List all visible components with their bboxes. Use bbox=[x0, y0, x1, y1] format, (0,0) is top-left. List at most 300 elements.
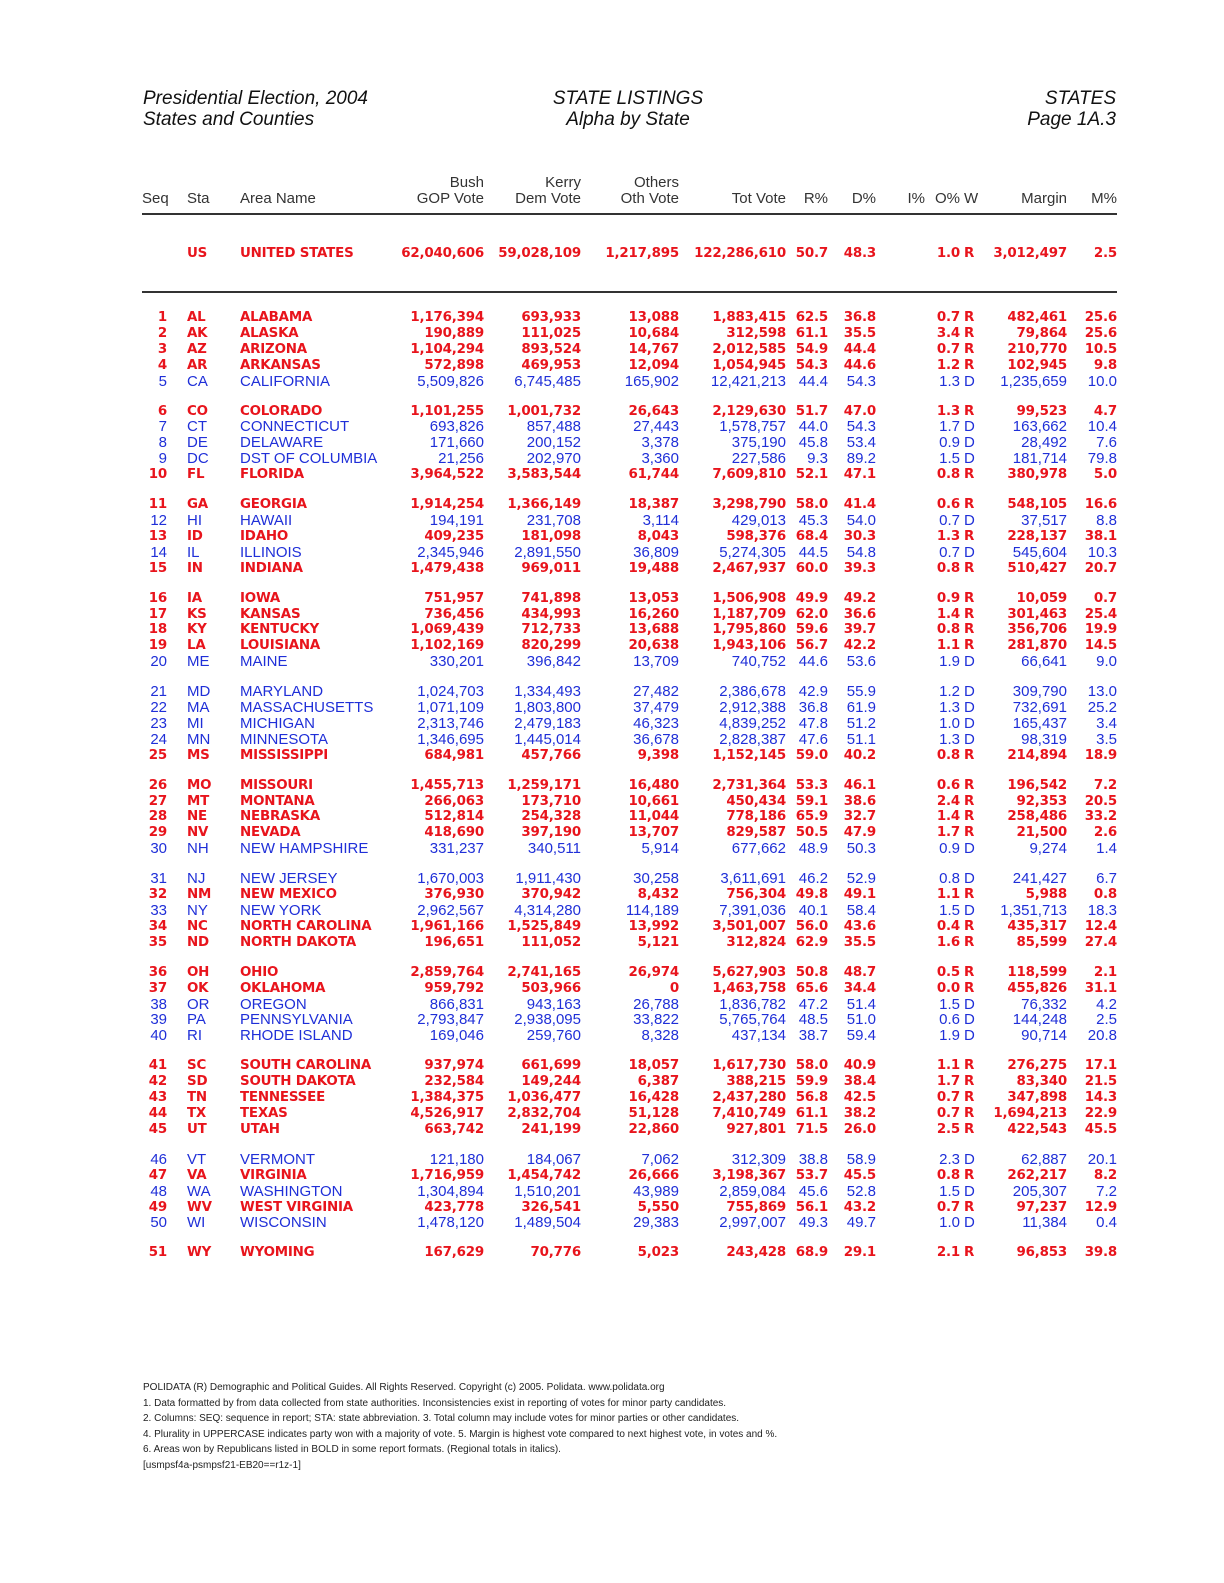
cell-w: R bbox=[964, 980, 975, 996]
cell-seq: 34 bbox=[148, 918, 167, 934]
table-row bbox=[142, 404, 1117, 420]
cell-d-pct: 51.0 bbox=[846, 1011, 876, 1029]
table-row bbox=[142, 607, 1117, 623]
cell-dem: 184,067 bbox=[526, 1150, 581, 1168]
cell-w: D bbox=[964, 870, 975, 888]
table-row bbox=[142, 591, 1117, 607]
cell-m-pct: 8.8 bbox=[1096, 511, 1117, 529]
cell-d-pct: 54.0 bbox=[846, 511, 876, 529]
table-body bbox=[142, 214, 1117, 1261]
table-row bbox=[142, 748, 1117, 764]
cell-gop: 190,889 bbox=[424, 325, 484, 341]
table-row bbox=[142, 1152, 1117, 1168]
cell-gop: 736,456 bbox=[424, 606, 484, 622]
cell-name: TEXAS bbox=[240, 1105, 288, 1121]
cell-w: D bbox=[964, 1150, 975, 1168]
cell-i-pct bbox=[876, 342, 925, 358]
cell-sta: ID bbox=[187, 528, 203, 544]
cell-sta: MO bbox=[187, 777, 212, 793]
table-row bbox=[142, 1200, 1117, 1216]
cell-o-pct: 0.7 bbox=[936, 310, 960, 325]
cell-name: VERMONT bbox=[240, 1150, 315, 1168]
col-o-pct: O% bbox=[934, 190, 960, 207]
cell-gop: 1,101,255 bbox=[410, 403, 484, 419]
cell-o-pct: 1.5 bbox=[939, 1182, 960, 1200]
cell-o-pct: 1.4 bbox=[936, 606, 960, 622]
cell-r-pct: 53.3 bbox=[795, 777, 828, 793]
cell-margin: 9,274 bbox=[1029, 840, 1067, 858]
table-row bbox=[142, 1168, 1117, 1184]
cell-d-pct: 59.4 bbox=[846, 1027, 876, 1045]
cell-w: R bbox=[964, 1167, 975, 1183]
footer-line: 4. Plurality in UPPERCASE indicates party won with a majority of vote. 5. Margin is highest vote compared to next highest vote, in votes and %. bbox=[143, 1428, 778, 1440]
cell-d-pct: 35.5 bbox=[843, 934, 876, 950]
cell-oth: 5,550 bbox=[637, 1199, 679, 1215]
cell-m-pct: 1.4 bbox=[1096, 840, 1117, 858]
cell-dem: 820,299 bbox=[521, 638, 581, 654]
cell-r-pct: 42.9 bbox=[798, 683, 828, 701]
cell-w: D bbox=[964, 683, 975, 701]
cell-dem: 893,524 bbox=[521, 341, 581, 357]
cell-w: R bbox=[964, 560, 975, 576]
cell-i-pct bbox=[876, 1106, 925, 1122]
cell-margin: 422,543 bbox=[1007, 1121, 1067, 1137]
cell-seq: 32 bbox=[148, 887, 167, 903]
cell-oth: 11,044 bbox=[628, 809, 679, 825]
cell-m-pct: 14.3 bbox=[1084, 1090, 1117, 1106]
cell-oth: 51,128 bbox=[628, 1105, 679, 1121]
cell-i-pct bbox=[876, 748, 925, 764]
cell-sta: IN bbox=[187, 560, 203, 576]
cell-gop: 2,793,847 bbox=[417, 1011, 484, 1029]
cell-oth: 12,094 bbox=[628, 357, 679, 373]
cell-i-pct bbox=[876, 1168, 925, 1184]
cell-i-pct bbox=[876, 981, 925, 997]
cell-d-pct: 39.7 bbox=[843, 622, 876, 638]
cell-o-pct: 1.3 bbox=[936, 403, 960, 419]
table-row bbox=[142, 374, 1117, 390]
cell-w: R bbox=[964, 1105, 975, 1121]
cell-tot: 375,190 bbox=[731, 434, 786, 452]
cell-w: R bbox=[964, 246, 975, 262]
cell-w: R bbox=[964, 325, 975, 341]
report-subtitle: States and Counties bbox=[143, 109, 315, 130]
cell-w: D bbox=[964, 995, 975, 1013]
cell-o-pct: 0.9 bbox=[939, 840, 960, 858]
cell-margin: 1,694,213 bbox=[993, 1105, 1067, 1121]
cell-name: NEW HAMPSHIRE bbox=[240, 840, 369, 858]
cell-margin: 3,012,497 bbox=[993, 246, 1067, 262]
cell-r-pct: 47.6 bbox=[798, 730, 828, 748]
cell-dem: 1,803,800 bbox=[514, 699, 581, 717]
cell-dem: 370,942 bbox=[521, 887, 581, 903]
cell-m-pct: 3.4 bbox=[1096, 714, 1117, 732]
cell-dem: 111,052 bbox=[521, 934, 581, 950]
cell-seq: 42 bbox=[148, 1074, 167, 1090]
cell-name: UNITED STATES bbox=[240, 246, 354, 262]
cell-w: R bbox=[964, 777, 975, 793]
cell-i-pct bbox=[876, 794, 925, 810]
cell-oth: 18,387 bbox=[628, 497, 679, 513]
cell-d-pct: 47.0 bbox=[843, 403, 876, 419]
cell-o-pct: 0.6 bbox=[936, 497, 960, 513]
cell-seq: 8 bbox=[158, 434, 167, 452]
cell-seq: 39 bbox=[150, 1011, 167, 1029]
cell-m-pct: 14.5 bbox=[1084, 638, 1117, 654]
cell-oth: 36,809 bbox=[633, 543, 679, 561]
col-i-pct: I% bbox=[907, 190, 925, 207]
table-row bbox=[142, 451, 1117, 467]
col-w: W bbox=[964, 190, 979, 207]
table-row bbox=[142, 310, 1117, 326]
cell-margin: 62,887 bbox=[1021, 1150, 1067, 1168]
cell-sta: WV bbox=[187, 1199, 212, 1215]
cell-dem: 173,710 bbox=[521, 793, 581, 809]
cell-w: D bbox=[964, 653, 975, 671]
cell-o-pct: 0.7 bbox=[936, 341, 960, 357]
cell-i-pct bbox=[876, 1090, 925, 1106]
cell-dem: 202,970 bbox=[526, 450, 581, 468]
cell-sta: AL bbox=[187, 310, 206, 325]
cell-seq: 27 bbox=[148, 793, 167, 809]
cell-o-pct: 0.8 bbox=[936, 467, 960, 483]
cell-m-pct: 10.4 bbox=[1087, 418, 1117, 436]
cell-sta: WI bbox=[187, 1214, 206, 1232]
table-row bbox=[142, 1074, 1117, 1090]
cell-r-pct: 44.5 bbox=[798, 543, 828, 561]
cell-sta: OH bbox=[187, 964, 210, 980]
cell-name: COLORADO bbox=[240, 403, 323, 419]
cell-margin: 76,332 bbox=[1021, 995, 1067, 1013]
cell-o-pct: 1.3 bbox=[939, 372, 960, 390]
cell-gop: 1,104,294 bbox=[410, 341, 484, 357]
cell-tot: 1,795,860 bbox=[712, 622, 786, 638]
cell-o-pct: 2.3 bbox=[939, 1150, 960, 1168]
cell-name: LOUISIANA bbox=[240, 638, 321, 654]
cell-margin: 196,542 bbox=[1007, 777, 1067, 793]
cell-tot: 5,765,764 bbox=[719, 1011, 786, 1029]
listing-subtitle: Alpha by State bbox=[566, 109, 690, 130]
cell-tot: 312,598 bbox=[726, 325, 786, 341]
cell-w: R bbox=[964, 964, 975, 980]
cell-o-pct: 0.4 bbox=[936, 918, 960, 934]
cell-i-pct bbox=[876, 1152, 925, 1168]
cell-i-pct bbox=[876, 1058, 925, 1074]
cell-seq: 24 bbox=[150, 730, 167, 748]
cell-i-pct bbox=[876, 1200, 925, 1216]
cell-i-pct bbox=[876, 419, 925, 435]
cell-name: TENNESSEE bbox=[240, 1090, 326, 1106]
cell-r-pct: 59.9 bbox=[795, 1074, 828, 1090]
cell-name: MINNESOTA bbox=[240, 730, 329, 748]
cell-gop: 418,690 bbox=[424, 825, 484, 841]
cell-o-pct: 0.8 bbox=[936, 622, 960, 638]
cell-seq: 49 bbox=[148, 1199, 167, 1215]
cell-o-pct: 0.8 bbox=[936, 1167, 960, 1183]
cell-o-pct: 1.2 bbox=[936, 357, 960, 373]
cell-d-pct: 52.8 bbox=[846, 1182, 876, 1200]
cell-m-pct: 25.6 bbox=[1084, 325, 1117, 341]
cell-w: R bbox=[964, 528, 975, 544]
cell-tot: 5,274,305 bbox=[719, 543, 786, 561]
cell-seq: 33 bbox=[150, 902, 167, 919]
cell-i-pct bbox=[876, 1012, 925, 1028]
cell-sta: CT bbox=[187, 418, 207, 436]
cell-gop: 1,024,703 bbox=[417, 683, 484, 701]
cell-margin: 163,662 bbox=[1012, 418, 1067, 436]
table-row bbox=[142, 1184, 1117, 1200]
cell-seq: 50 bbox=[150, 1214, 167, 1232]
cell-margin: 241,427 bbox=[1012, 870, 1067, 888]
cell-i-pct bbox=[876, 778, 925, 794]
cell-r-pct: 51.7 bbox=[795, 403, 828, 419]
cell-m-pct: 20.1 bbox=[1087, 1150, 1117, 1168]
cell-o-pct: 0.5 bbox=[936, 964, 960, 980]
cell-dem: 2,832,704 bbox=[507, 1105, 581, 1121]
report-title: Presidential Election, 2004 bbox=[143, 88, 368, 109]
cell-m-pct: 7.6 bbox=[1096, 434, 1117, 452]
cell-d-pct: 44.6 bbox=[843, 357, 876, 373]
table-row bbox=[142, 684, 1117, 700]
cell-i-pct bbox=[876, 841, 925, 857]
cell-sta: NM bbox=[187, 887, 212, 903]
cell-i-pct bbox=[876, 1184, 925, 1200]
column-header-row bbox=[142, 175, 1117, 214]
cell-i-pct bbox=[876, 529, 925, 545]
state-results-table bbox=[142, 175, 1117, 1261]
cell-dem: 397,190 bbox=[521, 825, 581, 841]
cell-seq: 23 bbox=[150, 714, 167, 732]
cell-dem: 200,152 bbox=[526, 434, 581, 452]
cell-i-pct bbox=[876, 326, 925, 342]
cell-d-pct: 40.9 bbox=[843, 1058, 876, 1074]
cell-i-pct bbox=[876, 935, 925, 951]
cell-r-pct: 44.6 bbox=[798, 653, 828, 671]
cell-w: D bbox=[964, 434, 975, 452]
cell-seq: 35 bbox=[148, 934, 167, 950]
cell-sta: UT bbox=[187, 1121, 207, 1137]
cell-r-pct: 48.5 bbox=[798, 1011, 828, 1029]
cell-tot: 756,304 bbox=[726, 887, 786, 903]
cell-tot: 1,578,757 bbox=[719, 418, 786, 436]
cell-tot: 227,586 bbox=[731, 450, 786, 468]
cell-d-pct: 38.2 bbox=[843, 1105, 876, 1121]
table-row bbox=[142, 326, 1117, 342]
cell-gop: 684,981 bbox=[424, 747, 484, 763]
cell-w: D bbox=[964, 543, 975, 561]
cell-d-pct: 38.4 bbox=[843, 1074, 876, 1090]
cell-gop: 1,961,166 bbox=[410, 918, 484, 934]
cell-sta: ND bbox=[187, 934, 209, 950]
cell-r-pct: 52.1 bbox=[795, 467, 828, 483]
cell-i-pct bbox=[876, 374, 925, 390]
cell-o-pct: 2.4 bbox=[936, 793, 960, 809]
cell-dem: 434,993 bbox=[521, 606, 581, 622]
cell-margin: 5,988 bbox=[1025, 887, 1067, 903]
cell-r-pct: 71.5 bbox=[795, 1121, 828, 1137]
cell-d-pct: 39.3 bbox=[843, 560, 876, 576]
cell-gop: 866,831 bbox=[429, 995, 484, 1013]
cell-w: D bbox=[964, 1011, 975, 1029]
cell-margin: 79,864 bbox=[1016, 325, 1067, 341]
table-row bbox=[142, 981, 1117, 997]
cell-sta: DE bbox=[187, 434, 208, 452]
cell-tot: 1,463,758 bbox=[712, 980, 786, 996]
cell-m-pct: 22.9 bbox=[1084, 1105, 1117, 1121]
cell-gop: 937,974 bbox=[424, 1058, 484, 1074]
cell-dem: 469,953 bbox=[521, 357, 581, 373]
cell-seq: 48 bbox=[150, 1182, 167, 1200]
table-row bbox=[142, 825, 1117, 841]
cell-o-pct: 0.0 bbox=[936, 980, 960, 996]
cell-r-pct: 54.9 bbox=[795, 341, 828, 357]
cell-tot: 2,997,007 bbox=[719, 1214, 786, 1232]
cell-r-pct: 62.9 bbox=[795, 934, 828, 950]
cell-name: WISCONSIN bbox=[240, 1214, 327, 1232]
cell-gop: 1,304,894 bbox=[417, 1182, 484, 1200]
cell-m-pct: 2.5 bbox=[1093, 246, 1117, 262]
footer-line: 6. Areas won by Republicans listed in BOLD in some report formats. (Regional totals in italics). bbox=[143, 1444, 561, 1455]
cell-oth: 33,822 bbox=[633, 1011, 679, 1029]
cell-d-pct: 51.2 bbox=[846, 714, 876, 732]
cell-dem: 857,488 bbox=[526, 418, 581, 436]
cell-name: SOUTH DAKOTA bbox=[240, 1074, 356, 1090]
cell-seq: 51 bbox=[148, 1245, 167, 1261]
cell-r-pct: 48.9 bbox=[798, 840, 828, 858]
cell-sta: PA bbox=[187, 1011, 206, 1029]
cell-oth: 27,443 bbox=[633, 418, 679, 436]
cell-dem: 693,933 bbox=[521, 310, 581, 325]
cell-m-pct: 16.6 bbox=[1084, 497, 1117, 513]
cell-margin: 455,826 bbox=[1007, 980, 1067, 996]
cell-w: R bbox=[964, 590, 975, 606]
cell-i-pct bbox=[876, 1074, 925, 1090]
cell-m-pct: 12.9 bbox=[1084, 1199, 1117, 1215]
cell-gop: 409,235 bbox=[424, 528, 484, 544]
cell-o-pct: 0.8 bbox=[939, 870, 960, 888]
cell-o-pct: 1.7 bbox=[936, 825, 960, 841]
cell-name: MISSISSIPPI bbox=[240, 747, 329, 763]
cell-w: R bbox=[964, 793, 975, 809]
cell-r-pct: 62.0 bbox=[795, 606, 828, 622]
col-m-pct: M% bbox=[1091, 190, 1117, 207]
cell-w: R bbox=[964, 747, 975, 763]
cell-margin: 545,604 bbox=[1012, 543, 1067, 561]
table-row bbox=[142, 1106, 1117, 1122]
cell-dem: 741,898 bbox=[521, 590, 581, 606]
cell-dem: 943,163 bbox=[526, 995, 581, 1013]
cell-w: D bbox=[964, 840, 975, 858]
cell-seq: 14 bbox=[150, 543, 167, 561]
table-row bbox=[142, 997, 1117, 1013]
cell-name: OKLAHOMA bbox=[240, 980, 326, 996]
cell-name: IDAHO bbox=[240, 528, 289, 544]
cell-name: RHODE ISLAND bbox=[240, 1027, 353, 1045]
cell-i-pct bbox=[876, 871, 925, 887]
cell-i-pct bbox=[876, 591, 925, 607]
table-row bbox=[142, 467, 1117, 483]
cell-oth: 165,902 bbox=[624, 372, 679, 390]
cell-d-pct: 43.2 bbox=[843, 1199, 876, 1215]
cell-w: R bbox=[964, 403, 975, 419]
cell-r-pct: 56.0 bbox=[795, 918, 828, 934]
cell-seq: 4 bbox=[157, 357, 167, 373]
cell-i-pct bbox=[876, 732, 925, 748]
cell-gop: 1,478,120 bbox=[417, 1214, 484, 1232]
cell-oth: 26,666 bbox=[628, 1167, 679, 1183]
cell-o-pct: 1.5 bbox=[939, 995, 960, 1013]
cell-oth: 5,914 bbox=[641, 840, 679, 858]
cell-gop: 2,345,946 bbox=[417, 543, 484, 561]
cell-m-pct: 25.4 bbox=[1084, 606, 1117, 622]
cell-sta: IL bbox=[187, 543, 200, 561]
cell-r-pct: 45.3 bbox=[798, 511, 828, 529]
cell-gop: 1,346,695 bbox=[417, 730, 484, 748]
col-dem: Kerry Dem Vote bbox=[515, 174, 581, 207]
cell-i-pct bbox=[876, 809, 925, 825]
cell-o-pct: 1.0 bbox=[939, 714, 960, 732]
cell-margin: 21,500 bbox=[1016, 825, 1067, 841]
cell-margin: 102,945 bbox=[1007, 357, 1067, 373]
cell-o-pct: 0.6 bbox=[936, 777, 960, 793]
cell-gop: 1,176,394 bbox=[410, 310, 484, 325]
cell-o-pct: 0.7 bbox=[936, 1105, 960, 1121]
cell-m-pct: 10.5 bbox=[1084, 341, 1117, 357]
cell-seq: 11 bbox=[148, 497, 167, 513]
cell-dem: 181,098 bbox=[521, 528, 581, 544]
cell-gop: 5,509,826 bbox=[417, 372, 484, 390]
cell-gop: 572,898 bbox=[424, 357, 484, 373]
cell-r-pct: 53.7 bbox=[795, 1167, 828, 1183]
cell-seq: 18 bbox=[148, 622, 167, 638]
cell-r-pct: 49.3 bbox=[798, 1214, 828, 1232]
cell-gop: 693,826 bbox=[429, 418, 484, 436]
cell-tot: 1,836,782 bbox=[719, 995, 786, 1013]
cell-name: NEW JERSEY bbox=[240, 870, 338, 888]
cell-m-pct: 10.3 bbox=[1087, 543, 1117, 561]
cell-seq: 31 bbox=[150, 870, 167, 888]
cell-margin: 28,492 bbox=[1021, 434, 1067, 452]
cell-r-pct: 50.7 bbox=[795, 246, 828, 262]
cell-gop: 1,071,109 bbox=[417, 699, 484, 717]
cell-d-pct: 43.6 bbox=[843, 918, 876, 934]
cell-r-pct: 65.9 bbox=[795, 809, 828, 825]
cell-i-pct bbox=[876, 997, 925, 1013]
cell-seq: 43 bbox=[148, 1090, 167, 1106]
cell-dem: 1,454,742 bbox=[507, 1167, 581, 1183]
cell-sta: RI bbox=[187, 1027, 202, 1045]
cell-margin: 510,427 bbox=[1007, 560, 1067, 576]
cell-seq: 12 bbox=[150, 511, 167, 529]
cell-sta: MD bbox=[187, 683, 211, 701]
cell-dem: 1,036,477 bbox=[507, 1090, 581, 1106]
cell-i-pct bbox=[876, 451, 925, 467]
cell-d-pct: 48.7 bbox=[843, 964, 876, 980]
table-row bbox=[142, 622, 1117, 638]
cell-m-pct: 18.9 bbox=[1084, 747, 1117, 763]
cell-name: NORTH CAROLINA bbox=[240, 918, 372, 934]
cell-r-pct: 61.1 bbox=[795, 1105, 828, 1121]
cell-tot: 829,587 bbox=[726, 825, 786, 841]
cell-d-pct: 51.1 bbox=[846, 730, 876, 748]
cell-tot: 2,129,630 bbox=[712, 403, 786, 419]
cell-r-pct: 40.1 bbox=[798, 902, 828, 919]
cell-name: NEW MEXICO bbox=[240, 887, 337, 903]
cell-margin: 228,137 bbox=[1007, 528, 1067, 544]
cell-o-pct: 1.9 bbox=[939, 653, 960, 671]
cell-m-pct: 2.1 bbox=[1093, 964, 1117, 980]
cell-oth: 37,479 bbox=[633, 699, 679, 717]
